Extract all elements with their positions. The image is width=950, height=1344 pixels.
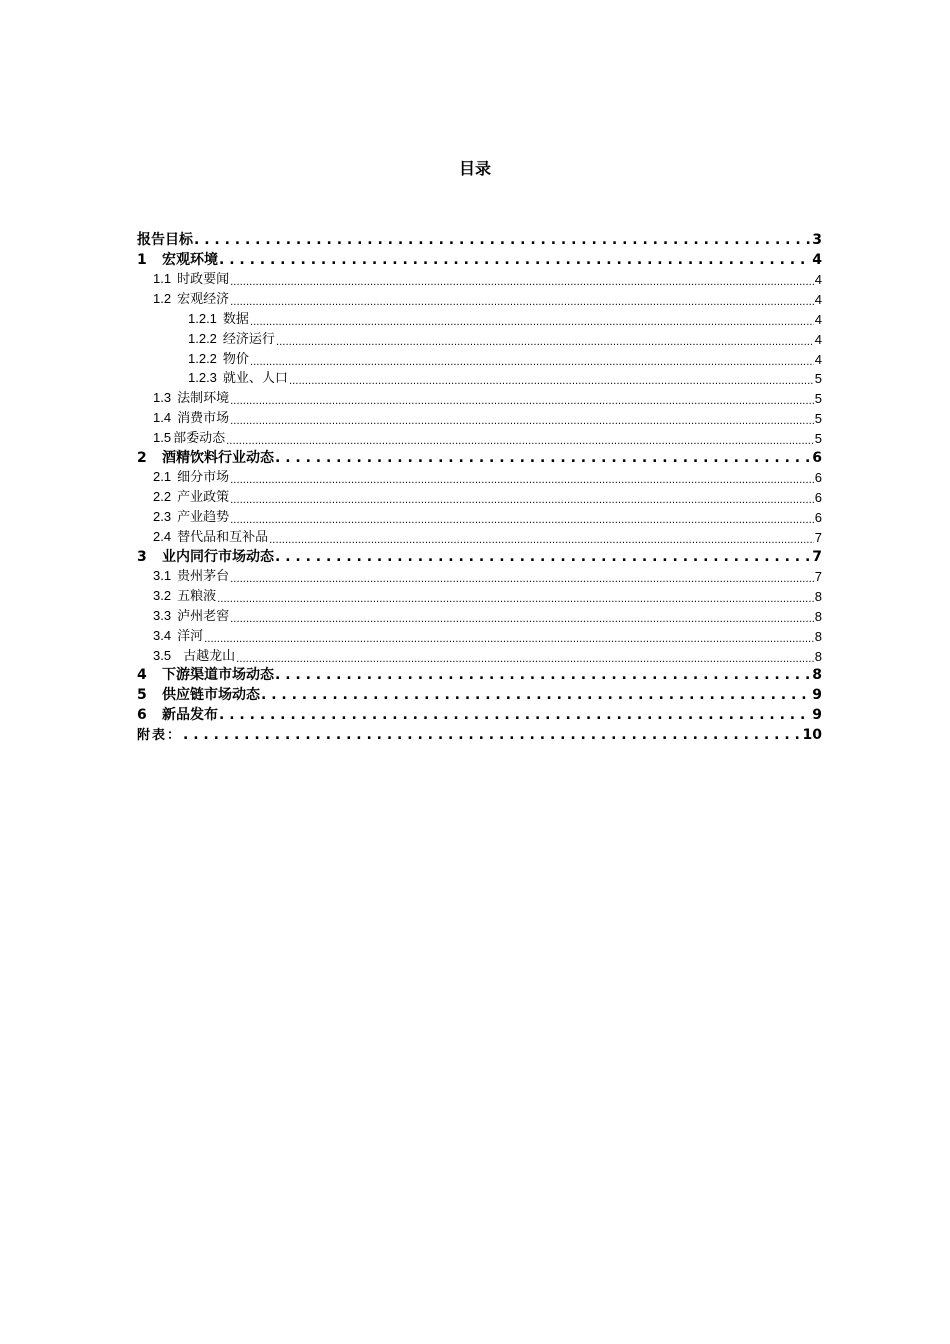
toc-entry-number: 1.2.1 [188,310,217,326]
toc-entry-text: 下游渠道市场动态 [162,667,274,684]
toc-leader [289,376,814,388]
toc-page-number: 8 [814,628,822,644]
toc-entry-report-goal[interactable] [137,230,822,250]
toc-entry-number: 2.3 [153,508,172,524]
toc-entry-number: 1.2.2 [188,350,217,366]
toc-entry-text: 时政要闻 [177,272,230,288]
toc-entry-number: 1 [137,251,147,268]
toc-title: 目录 [458,159,491,178]
toc-entry-4[interactable] [137,666,822,686]
toc-entry-1-4[interactable] [137,408,822,428]
toc-entry-number: 1.4 [153,409,172,425]
toc-entry-number: 1.1 [153,271,172,287]
toc-leader [250,357,814,369]
toc-entry-text: 法制环境 [177,391,230,407]
toc-leader [194,231,811,250]
toc-entry-1[interactable] [137,250,822,270]
toc-page-number: 6 [814,509,822,525]
table-of-contents [137,230,822,745]
toc-entry-number: 1.5 [153,429,172,445]
toc-entry-text: 宏观经济 [177,292,230,308]
toc-leader [276,337,814,349]
toc-page-number: 9 [812,687,822,704]
toc-entry-3-1[interactable] [137,567,822,587]
toc-entry-2-3[interactable] [137,507,822,527]
toc-leader [219,706,811,725]
toc-entry-1-2-1[interactable] [137,309,822,329]
toc-page-number: 4 [814,351,822,367]
toc-entry-text: 替代品和互补品 [177,529,269,545]
toc-entry-number: 3.5 [153,647,172,663]
toc-entry-text: 新品发布 [162,706,218,723]
toc-leader [261,686,811,705]
toc-entry-text: 部委动态 [173,430,226,446]
toc-entry-text: 细分市场 [177,470,230,486]
toc-entry-text: 就业、人口 [222,371,288,387]
toc-entry-text: 附表： [137,727,183,743]
toc-leader [275,449,811,468]
toc-entry-number: 2.2 [153,489,172,505]
toc-leader [230,416,814,428]
toc-entry-text: 供应链市场动态 [162,687,260,704]
toc-leader [230,614,814,626]
toc-leader [183,726,802,745]
toc-leader [204,634,814,646]
toc-page-number: 8 [814,589,822,605]
toc-leader [230,515,814,527]
toc-entry-3[interactable] [137,547,822,567]
toc-entry-number: 6 [137,706,147,723]
toc-page-number: 5 [814,391,822,407]
toc-page-number: 5 [814,371,822,387]
toc-page-number: 6 [814,490,822,506]
toc-entry-text: 经济运行 [222,331,275,347]
toc-entry-number: 3.4 [153,627,172,643]
toc-entry-2-2[interactable] [137,487,822,507]
toc-page-number: 5 [814,410,822,426]
toc-page-number: 9 [812,706,822,723]
toc-leader [219,251,811,270]
toc-entry-number: 1.2 [153,291,172,307]
toc-page-number: 7 [814,529,822,545]
toc-entry-number: 3 [137,548,147,565]
toc-entry-text: 宏观环境 [162,251,218,268]
toc-leader [230,475,814,487]
toc-entry-1-1[interactable] [137,270,822,290]
toc-leader [275,666,811,685]
toc-entry-1-2-3[interactable] [137,369,822,389]
toc-leader [226,436,814,448]
toc-entry-text: 产业趋势 [177,509,230,525]
toc-entry-appendix[interactable] [137,725,822,745]
toc-entry-number: 3.2 [153,588,172,604]
toc-page-number: 7 [812,548,822,565]
toc-entry-text: 贵州茅台 [177,569,230,585]
toc-entry-text: 酒精饮料行业动态 [162,449,274,466]
toc-page-number: 5 [814,430,822,446]
toc-leader [230,277,814,289]
toc-entry-number: 2 [137,449,147,466]
toc-leader [236,654,814,666]
toc-leader [230,495,814,507]
toc-page-number: 3 [812,231,822,248]
toc-entry-3-3[interactable] [137,606,822,626]
toc-entry-3-4[interactable] [137,626,822,646]
toc-page-number: 4 [814,272,822,288]
toc-entry-number: 1.3 [153,390,172,406]
toc-entry-number: 2.1 [153,469,172,485]
toc-page-number: 4 [812,251,822,268]
toc-entry-number: 1.2.2 [188,330,217,346]
toc-page-number: 8 [814,648,822,664]
toc-page-number: 6 [812,449,822,466]
toc-page-number: 8 [812,667,822,684]
toc-entry-text: 消费市场 [177,410,230,426]
toc-page-number: 6 [814,470,822,486]
toc-entry-number: 3.1 [153,568,172,584]
toc-entry-text: 泸州老窖 [177,608,230,624]
toc-entry-text: 洋河 [177,628,204,644]
toc-leader [250,317,814,329]
toc-leader [217,594,814,606]
toc-leader [230,574,814,586]
toc-entry-number: 1.2.3 [188,370,217,386]
toc-entry-3-2[interactable] [137,586,822,606]
toc-page-number: 7 [814,569,822,585]
toc-entry-number: 4 [137,667,147,684]
toc-page-number: 4 [814,311,822,327]
toc-leader [275,548,811,567]
toc-entry-1-2[interactable] [137,289,822,309]
toc-entry-text: 产业政策 [177,490,230,506]
toc-page-number: 8 [814,608,822,624]
toc-entry-3-5[interactable] [137,646,822,666]
toc-page-number: 10 [802,726,822,743]
toc-entry-5[interactable] [137,685,822,705]
toc-entry-number: 2.4 [153,528,172,544]
toc-entry-1-2-2-economy[interactable] [137,329,822,349]
toc-leader [230,297,814,309]
toc-page-number: 4 [814,331,822,347]
toc-page-number: 4 [814,292,822,308]
toc-entry-text: 五粮液 [177,589,217,605]
toc-entry-2-1[interactable] [137,468,822,488]
toc-leader [269,535,814,547]
toc-entry-1-3[interactable] [137,388,822,408]
toc-entry-6[interactable] [137,705,822,725]
toc-entry-text: 数据 [222,311,249,327]
toc-entry-text: 报告目标 [137,231,193,248]
toc-entry-2-4[interactable] [137,527,822,547]
toc-entry-number: 5 [137,687,147,704]
toc-entry-text: 古越龙山 [183,648,236,664]
toc-entry-text: 物价 [222,351,249,367]
toc-entry-1-2-2-prices[interactable] [137,349,822,369]
toc-entry-1-5[interactable] [137,428,822,448]
toc-entry-text: 业内同行市场动态 [162,548,274,565]
toc-entry-2[interactable] [137,448,822,468]
toc-leader [230,396,814,408]
toc-entry-number: 3.3 [153,607,172,623]
